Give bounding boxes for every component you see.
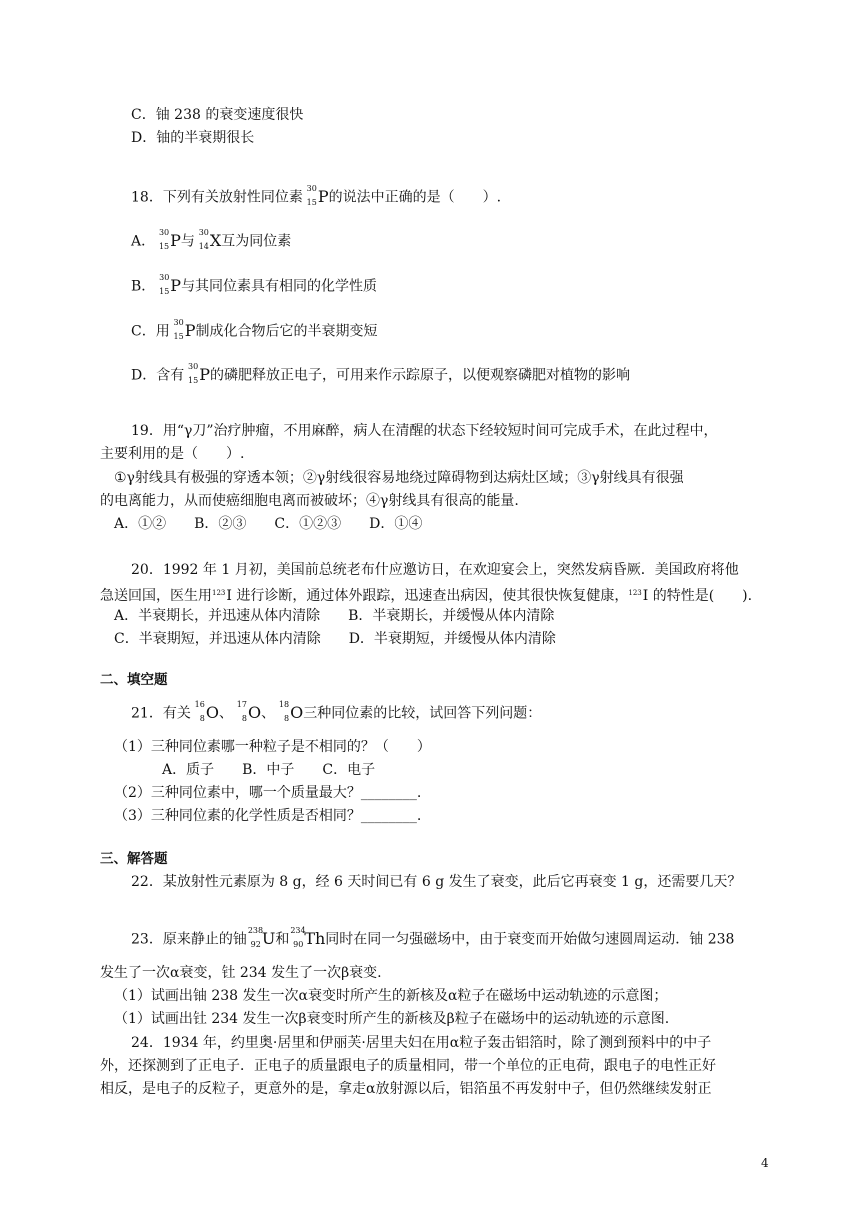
q23-sub2: （1）试画出钍 234 发生一次β衰变时所产生的新核及β粒子在磁场中的运动轨迹的示意图. <box>114 1011 670 1027</box>
q20-options-ab: A．半衰期长，并迅速从体内清除 B．半衰期长，并缓慢从体内清除 <box>114 608 555 624</box>
q21-sub2: （2）三种同位素中，哪一个质量最大？________. <box>114 785 422 801</box>
q22-stem: 22．某放射性元素原为 8 g，经 6 天时间已有 6 g 发生了衰变，此后它再衰变 1 g，还需要几天？ <box>131 874 742 890</box>
q19-stem-line1: 19．用“γ刀”治疗肿瘤，不用麻醉，病人在清醒的状态下经较短时间可完成手术，在此过程中， <box>131 423 718 439</box>
q24-line3: 相反，是电子的反粒子，更意外的是，拿走α放射源以后，铝箔虽不再发射中子，但仍然继续发射正 <box>100 1081 712 1097</box>
iodine-mass-number: 123 <box>628 589 642 597</box>
q21-sub1: （1）三种同位素哪一种粒子是不相同的？（ ） <box>114 739 431 755</box>
nuclide-p30: 30 15 P <box>158 228 181 251</box>
nuclide-th234: 234 90 Th <box>290 926 326 949</box>
q21-sub3: （3）三种同位素的化学性质是否相同？________. <box>114 808 422 824</box>
q18-option-a: A． 30 15 P与 30 14 X互为同位素 <box>131 228 292 251</box>
q21-stem: 21．有关 16 8 O、 17 8 O、 18 8 O三种同位素的比较，试回答下列问题： <box>131 700 542 723</box>
page-number: 4 <box>761 1156 769 1170</box>
section-heading-answer: 三、解答题 <box>100 851 168 867</box>
q19-options: A．①② B．②③ C．①②③ D．①④ <box>114 516 423 532</box>
q19-statement-line2: 的电离能力，从而使癌细胞电离而被破坏；④γ射线具有很高的能量. <box>100 493 519 509</box>
q19-stem-line2: 主要利用的是（ ）. <box>100 446 245 462</box>
nuclide-o17: 17 8 O <box>236 700 262 723</box>
q23-stem-line2: 发生了一次α衰变，钍 234 发生了一次β衰变. <box>100 965 382 981</box>
nuclide-p30: 30 15 P <box>188 362 210 385</box>
iodine-mass-number: 123 <box>212 589 226 597</box>
q23-sub1: （1）试画出铀 238 发生一次α衰变时所产生的新核及α粒子在磁场中运动轨迹的示意图； <box>114 988 668 1004</box>
q20-stem-line1: 20．1992 年 1 月初，美国前总统老布什应邀访日，在欢迎宴会上，突然发病昏厥．美国政府将他 <box>131 562 739 578</box>
q18-stem <box>131 184 502 207</box>
q17-option-c: C．铀 238 的衰变速度很快 <box>131 107 304 123</box>
q18-option-d: D．含有 30 15 P的磷肥释放正电子，可用来作示踪原子，以便观察磷肥对植物的影响 <box>131 362 630 385</box>
q18-option-b: B． 30 15 P与其同位素具有相同的化学性质 <box>131 273 378 296</box>
nuclide-p30: 30 15 P <box>306 184 329 207</box>
nuclide-p30: 30 15 P <box>173 318 196 341</box>
q20-options-cd: C．半衰期短，并迅速从体内清除 D．半衰期短，并缓慢从体内清除 <box>114 631 556 647</box>
nuclide-x30: 30 14 X <box>198 228 222 251</box>
q20-stem-line2: 急送回国，医生用$^{123}$I 进行诊断，通过体外跟踪，迅速查出病因，使其很快恢复健康，$^{123}$I 的特性是( ). <box>100 588 753 604</box>
q23-stem: 23．原来静止的铀 238 92 U和 234 90 Th同时在同一匀强磁场中，由于衰变而开始做匀速圆周运动．铀 238 <box>131 926 735 949</box>
q17-option-d: D．铀的半衰期很长 <box>131 130 255 146</box>
nuclide-p30: 30 15 P <box>159 273 182 296</box>
nuclide-o18: 18 8 O <box>278 700 304 723</box>
q18-option-c: C．用 30 15 P制成化合物后它的半衰期变短 <box>131 318 378 341</box>
q19-statement-line1: ①γ射线具有极强的穿透本领；②γ射线很容易地绕过障碍物到达病灶区域；③γ射线具有很强 <box>114 470 684 486</box>
section-heading-fill-in: 二、填空题 <box>100 672 168 688</box>
nuclide-o16: 16 8 O <box>194 700 219 723</box>
q24-line2: 外，还探测到了正电子．正电子的质量跟电子的质量相同，带一个单位的正电荷，跟电子的电性正好 <box>100 1058 716 1074</box>
q24-line1: 24．1934 年，约里奥·居里和伊丽芙·居里夫妇在用α粒子轰击铝箔时，除了测到预料中的中子 <box>131 1035 712 1051</box>
q18-stem-tail: 的说法中正确的是（ ）. <box>328 189 502 206</box>
nuclide-u238: 238 92 U <box>247 926 276 949</box>
q21-sub1-options: A．质子 B．中子 C．电子 <box>162 762 376 778</box>
q18-stem-text: 18．下列有关放射性同位素 <box>131 189 303 206</box>
